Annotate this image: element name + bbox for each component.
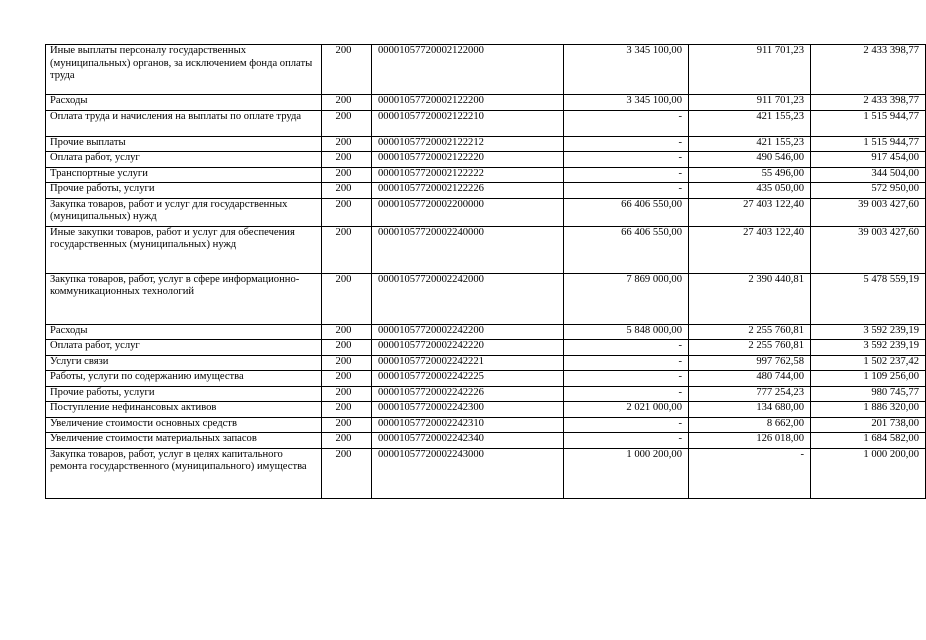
row-unexecuted-amount: 1 886 320,00 bbox=[811, 402, 926, 418]
row-classification-code: 00001057720002242000 bbox=[372, 273, 564, 324]
row-unexecuted-amount: 572 950,00 bbox=[811, 183, 926, 199]
row-name: Прочие работы, услуги bbox=[46, 183, 322, 199]
row-classification-code: 00001057720002242220 bbox=[372, 340, 564, 356]
row-executed-amount: 421 155,23 bbox=[689, 110, 811, 136]
table-row bbox=[46, 183, 926, 199]
row-classification-code: 00001057720002243000 bbox=[372, 448, 564, 498]
row-executed-amount: 126 018,00 bbox=[689, 433, 811, 449]
row-line-code: 200 bbox=[322, 45, 372, 95]
row-approved-amount: - bbox=[564, 371, 689, 387]
row-line-code: 200 bbox=[322, 95, 372, 111]
row-line-code: 200 bbox=[322, 371, 372, 387]
row-approved-amount: - bbox=[564, 152, 689, 168]
row-unexecuted-amount: 39 003 427,60 bbox=[811, 198, 926, 226]
table-row bbox=[46, 355, 926, 371]
row-unexecuted-amount: 917 454,00 bbox=[811, 152, 926, 168]
row-approved-amount: 66 406 550,00 bbox=[564, 226, 689, 273]
table-row bbox=[46, 386, 926, 402]
row-executed-amount: 27 403 122,40 bbox=[689, 226, 811, 273]
row-name: Увеличение стоимости материальных запасов bbox=[46, 433, 322, 449]
row-unexecuted-amount: 1 109 256,00 bbox=[811, 371, 926, 387]
table-row bbox=[46, 433, 926, 449]
row-unexecuted-amount: 3 592 239,19 bbox=[811, 324, 926, 340]
row-name: Расходы bbox=[46, 95, 322, 111]
table-body bbox=[46, 45, 926, 499]
row-classification-code: 00001057720002242221 bbox=[372, 355, 564, 371]
row-unexecuted-amount: 1 515 944,77 bbox=[811, 136, 926, 152]
row-line-code: 200 bbox=[322, 226, 372, 273]
row-name: Прочие выплаты bbox=[46, 136, 322, 152]
row-line-code: 200 bbox=[322, 340, 372, 356]
row-unexecuted-amount: 2 433 398,77 bbox=[811, 95, 926, 111]
row-line-code: 200 bbox=[322, 183, 372, 199]
row-unexecuted-amount: 201 738,00 bbox=[811, 417, 926, 433]
row-approved-amount: - bbox=[564, 110, 689, 136]
row-line-code: 200 bbox=[322, 273, 372, 324]
row-approved-amount: - bbox=[564, 167, 689, 183]
row-line-code: 200 bbox=[322, 448, 372, 498]
table-row bbox=[46, 95, 926, 111]
row-executed-amount: 2 255 760,81 bbox=[689, 340, 811, 356]
table-row bbox=[46, 417, 926, 433]
row-line-code: 200 bbox=[322, 417, 372, 433]
row-classification-code: 00001057720002200000 bbox=[372, 198, 564, 226]
row-executed-amount: 480 744,00 bbox=[689, 371, 811, 387]
row-approved-amount: - bbox=[564, 340, 689, 356]
row-unexecuted-amount: 1 000 200,00 bbox=[811, 448, 926, 498]
row-name: Услуги связи bbox=[46, 355, 322, 371]
table-row bbox=[46, 198, 926, 226]
table-row bbox=[46, 136, 926, 152]
table-row bbox=[46, 402, 926, 418]
table-row bbox=[46, 371, 926, 387]
row-line-code: 200 bbox=[322, 167, 372, 183]
row-line-code: 200 bbox=[322, 355, 372, 371]
row-approved-amount: 66 406 550,00 bbox=[564, 198, 689, 226]
row-name: Иные выплаты персоналу государственных (муниципальных) органов, за исключением фонда оплаты труда bbox=[46, 45, 322, 95]
table-row bbox=[46, 340, 926, 356]
row-classification-code: 00001057720002122210 bbox=[372, 110, 564, 136]
row-line-code: 200 bbox=[322, 402, 372, 418]
row-classification-code: 00001057720002242200 bbox=[372, 324, 564, 340]
row-classification-code: 00001057720002122000 bbox=[372, 45, 564, 95]
row-unexecuted-amount: 1 515 944,77 bbox=[811, 110, 926, 136]
row-executed-amount: 911 701,23 bbox=[689, 95, 811, 111]
row-unexecuted-amount: 2 433 398,77 bbox=[811, 45, 926, 95]
row-approved-amount: 2 021 000,00 bbox=[564, 402, 689, 418]
table-row bbox=[46, 273, 926, 324]
table-row bbox=[46, 448, 926, 498]
row-approved-amount: 5 848 000,00 bbox=[564, 324, 689, 340]
row-classification-code: 00001057720002122226 bbox=[372, 183, 564, 199]
row-classification-code: 00001057720002122200 bbox=[372, 95, 564, 111]
row-name: Закупка товаров, работ, услуг в сфере информационно-коммуникационных технологий bbox=[46, 273, 322, 324]
row-executed-amount: 8 662,00 bbox=[689, 417, 811, 433]
row-approved-amount: 1 000 200,00 bbox=[564, 448, 689, 498]
row-approved-amount: - bbox=[564, 386, 689, 402]
row-executed-amount: 997 762,58 bbox=[689, 355, 811, 371]
row-classification-code: 00001057720002122212 bbox=[372, 136, 564, 152]
row-classification-code: 00001057720002242300 bbox=[372, 402, 564, 418]
row-unexecuted-amount: 1 502 237,42 bbox=[811, 355, 926, 371]
row-line-code: 200 bbox=[322, 136, 372, 152]
row-executed-amount: 435 050,00 bbox=[689, 183, 811, 199]
row-classification-code: 00001057720002242310 bbox=[372, 417, 564, 433]
row-approved-amount: 3 345 100,00 bbox=[564, 45, 689, 95]
row-executed-amount: 777 254,23 bbox=[689, 386, 811, 402]
row-executed-amount: 2 390 440,81 bbox=[689, 273, 811, 324]
row-executed-amount: 55 496,00 bbox=[689, 167, 811, 183]
row-approved-amount: - bbox=[564, 183, 689, 199]
row-name: Транспортные услуги bbox=[46, 167, 322, 183]
row-name: Работы, услуги по содержанию имущества bbox=[46, 371, 322, 387]
row-classification-code: 00001057720002242340 bbox=[372, 433, 564, 449]
table-row bbox=[46, 324, 926, 340]
row-line-code: 200 bbox=[322, 198, 372, 226]
row-name: Закупка товаров, работ и услуг для государственных (муниципальных) нужд bbox=[46, 198, 322, 226]
table-row bbox=[46, 226, 926, 273]
table-row bbox=[46, 167, 926, 183]
row-unexecuted-amount: 980 745,77 bbox=[811, 386, 926, 402]
row-line-code: 200 bbox=[322, 324, 372, 340]
row-name: Расходы bbox=[46, 324, 322, 340]
row-approved-amount: - bbox=[564, 433, 689, 449]
row-unexecuted-amount: 39 003 427,60 bbox=[811, 226, 926, 273]
row-executed-amount: 490 546,00 bbox=[689, 152, 811, 168]
row-executed-amount: 421 155,23 bbox=[689, 136, 811, 152]
table-row bbox=[46, 45, 926, 95]
row-executed-amount: - bbox=[689, 448, 811, 498]
row-name: Оплата работ, услуг bbox=[46, 340, 322, 356]
row-executed-amount: 134 680,00 bbox=[689, 402, 811, 418]
row-classification-code: 00001057720002242225 bbox=[372, 371, 564, 387]
row-unexecuted-amount: 3 592 239,19 bbox=[811, 340, 926, 356]
row-approved-amount: 7 869 000,00 bbox=[564, 273, 689, 324]
row-executed-amount: 911 701,23 bbox=[689, 45, 811, 95]
row-name: Оплата труда и начисления на выплаты по оплате труда bbox=[46, 110, 322, 136]
row-name: Увеличение стоимости основных средств bbox=[46, 417, 322, 433]
row-executed-amount: 2 255 760,81 bbox=[689, 324, 811, 340]
row-unexecuted-amount: 1 684 582,00 bbox=[811, 433, 926, 449]
row-approved-amount: - bbox=[564, 136, 689, 152]
row-executed-amount: 27 403 122,40 bbox=[689, 198, 811, 226]
row-classification-code: 00001057720002242226 bbox=[372, 386, 564, 402]
row-name: Прочие работы, услуги bbox=[46, 386, 322, 402]
row-name: Закупка товаров, работ, услуг в целях капитального ремонта государственного (муниципального) имущества bbox=[46, 448, 322, 498]
row-line-code: 200 bbox=[322, 110, 372, 136]
row-line-code: 200 bbox=[322, 152, 372, 168]
budget-execution-table bbox=[45, 44, 926, 499]
row-unexecuted-amount: 5 478 559,19 bbox=[811, 273, 926, 324]
row-name: Поступление нефинансовых активов bbox=[46, 402, 322, 418]
row-classification-code: 00001057720002240000 bbox=[372, 226, 564, 273]
table-row bbox=[46, 110, 926, 136]
row-approved-amount: - bbox=[564, 355, 689, 371]
row-unexecuted-amount: 344 504,00 bbox=[811, 167, 926, 183]
document-page bbox=[45, 44, 919, 499]
row-classification-code: 00001057720002122220 bbox=[372, 152, 564, 168]
table-row bbox=[46, 152, 926, 168]
row-name: Иные закупки товаров, работ и услуг для обеспечения государственных (муниципальных) нужд bbox=[46, 226, 322, 273]
row-approved-amount: - bbox=[564, 417, 689, 433]
row-line-code: 200 bbox=[322, 386, 372, 402]
row-approved-amount: 3 345 100,00 bbox=[564, 95, 689, 111]
row-line-code: 200 bbox=[322, 433, 372, 449]
row-classification-code: 00001057720002122222 bbox=[372, 167, 564, 183]
row-name: Оплата работ, услуг bbox=[46, 152, 322, 168]
